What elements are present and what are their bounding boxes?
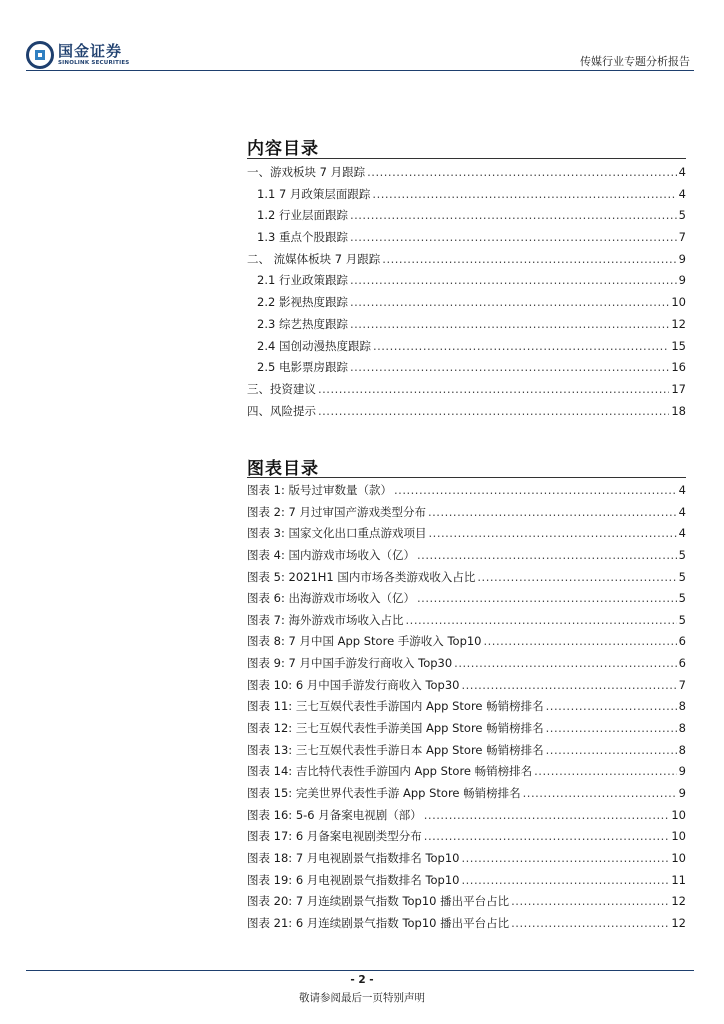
figure-item-page: 11 — [671, 872, 686, 887]
company-logo — [26, 40, 129, 70]
figure-item-page: 9 — [678, 764, 686, 779]
dot-leader — [350, 230, 677, 244]
dot-leader — [382, 252, 676, 266]
figure-item-label: 图表 11: 三七互娱代表性手游国内 App Store 畅销榜排名 — [247, 699, 544, 714]
dot-leader — [372, 187, 676, 201]
figure-item[interactable] — [247, 547, 686, 569]
dot-leader — [523, 786, 677, 800]
contents-item[interactable] — [247, 338, 686, 360]
contents-item-label: 1.1 7 月政策层面跟踪 — [257, 186, 371, 201]
contents-item-page: 18 — [671, 403, 686, 418]
contents-item-page: 4 — [678, 186, 686, 201]
contents-item[interactable] — [247, 207, 686, 229]
logo-chinese-name: 国金证券 — [58, 41, 123, 60]
figure-item[interactable] — [247, 569, 686, 591]
figure-item[interactable] — [247, 633, 686, 655]
figure-item-label: 图表 15: 完美世界代表性手游 App Store 畅销榜排名 — [247, 785, 521, 800]
contents-item[interactable] — [247, 186, 686, 208]
contents-item-label: 2.2 影视热度跟踪 — [257, 295, 348, 310]
contents-item-label: 一、游戏板块 7 月跟踪 — [247, 165, 366, 179]
contents-item-label: 2.1 行业政策跟踪 — [257, 273, 348, 288]
dot-leader — [350, 295, 669, 309]
page-header — [0, 0, 724, 80]
contents-item-label: 1.2 行业层面跟踪 — [257, 208, 348, 223]
contents-item-page: 17 — [671, 381, 686, 396]
figure-item-page: 10 — [671, 829, 686, 844]
dot-leader — [424, 808, 670, 822]
figure-item[interactable] — [247, 590, 686, 612]
dot-leader — [511, 916, 669, 930]
logo-english-name: SINOLINK SECURITIES — [58, 59, 130, 66]
contents-item-label: 二、 流媒体板块 7 月跟踪 — [247, 251, 381, 266]
figure-item[interactable] — [247, 763, 686, 785]
contents-item[interactable] — [247, 359, 686, 381]
dot-leader — [424, 829, 670, 843]
sinolink-logo-icon — [26, 41, 54, 69]
figure-item[interactable] — [247, 785, 686, 807]
dot-leader — [477, 570, 676, 584]
contents-item-page: 10 — [671, 295, 686, 310]
figure-item[interactable] — [247, 915, 686, 937]
figure-item-page: 12 — [671, 915, 686, 930]
contents-item[interactable] — [247, 403, 686, 425]
contents-item-label: 三、投资建议 — [247, 381, 316, 396]
contents-item-page: 15 — [671, 338, 686, 353]
figure-item[interactable] — [247, 525, 686, 547]
dot-leader — [350, 273, 677, 287]
figure-item-label: 图表 12: 三七互娱代表性手游美国 App Store 畅销榜排名 — [247, 721, 544, 736]
figure-item-label: 图表 19: 6 月电视剧景气指数排名 Top10 — [247, 872, 460, 887]
figure-item-page: 4 — [678, 526, 686, 541]
contents-item-label: 2.5 电影票房跟踪 — [257, 360, 348, 375]
figure-item[interactable] — [247, 698, 686, 720]
figure-item[interactable] — [247, 482, 686, 504]
page-number: - 2 - — [350, 974, 374, 986]
dot-leader — [546, 743, 677, 757]
dot-leader — [417, 591, 677, 605]
header-divider — [26, 70, 694, 71]
figure-item[interactable] — [247, 828, 686, 850]
dot-leader — [484, 634, 677, 648]
dot-leader — [350, 360, 669, 374]
contents-item-page: 12 — [671, 316, 686, 331]
figures-title-divider — [247, 477, 686, 478]
contents-item[interactable] — [247, 316, 686, 338]
figure-item-label: 图表 13: 三七互娱代表性手游日本 App Store 畅销榜排名 — [247, 742, 544, 757]
contents-item-page: 16 — [671, 360, 686, 375]
dot-leader — [394, 483, 677, 497]
figure-item-page: 4 — [678, 483, 686, 497]
figure-item-page: 10 — [671, 850, 686, 865]
figure-item-label: 图表 14: 吉比特代表性手游国内 App Store 畅销榜排名 — [247, 764, 533, 779]
figure-item[interactable] — [247, 872, 686, 894]
figure-item-page: 8 — [678, 721, 686, 736]
dot-leader — [534, 764, 677, 778]
footer-disclaimer: 敬请参阅最后一页特别声明 — [299, 992, 425, 1004]
dot-leader — [318, 404, 669, 418]
contents-item-label: 1.3 重点个股跟踪 — [257, 230, 348, 245]
figure-item[interactable] — [247, 504, 686, 526]
figures-list — [247, 482, 686, 936]
figure-item-page: 9 — [678, 785, 686, 800]
contents-item-page: 9 — [678, 251, 686, 266]
contents-item[interactable] — [247, 164, 686, 186]
contents-item-page: 4 — [678, 165, 686, 179]
contents-item-page: 7 — [678, 230, 686, 245]
contents-item[interactable] — [247, 229, 686, 251]
figure-item[interactable] — [247, 677, 686, 699]
figure-item-label: 图表 7: 海外游戏市场收入占比 — [247, 612, 404, 627]
figure-item-page: 6 — [678, 634, 686, 649]
figure-item-page: 5 — [678, 612, 686, 627]
figure-item-label: 图表 4: 国内游戏市场收入（亿） — [247, 547, 416, 562]
figure-item-page: 5 — [678, 591, 686, 606]
figure-item-label: 图表 6: 出海游戏市场收入（亿） — [247, 591, 416, 606]
figure-item-page: 10 — [671, 807, 686, 822]
contents-item[interactable] — [247, 251, 686, 273]
figure-item-page: 6 — [678, 656, 686, 671]
dot-leader — [367, 165, 677, 179]
footer-divider — [26, 970, 694, 971]
figure-item-page: 5 — [678, 569, 686, 584]
dot-leader — [428, 505, 677, 519]
figure-item[interactable] — [247, 893, 686, 915]
figure-item-page: 8 — [678, 742, 686, 757]
figure-item-label: 图表 21: 6 月连续剧景气指数 Top10 播出平台占比 — [247, 915, 510, 930]
dot-leader — [546, 699, 677, 713]
contents-item-page: 9 — [678, 273, 686, 288]
figure-item[interactable] — [247, 742, 686, 764]
figure-item-page: 5 — [678, 547, 686, 562]
figure-item-label: 图表 20: 7 月连续剧景气指数 Top10 播出平台占比 — [247, 894, 510, 909]
figure-item-label: 图表 3: 国家文化出口重点游戏项目 — [247, 526, 427, 541]
figure-item-page: 8 — [678, 699, 686, 714]
report-type-label: 传媒行业专题分析报告 — [580, 55, 690, 68]
figure-item-page: 4 — [678, 504, 686, 519]
dot-leader — [429, 526, 677, 540]
figures-title: 图表目录 — [247, 459, 319, 479]
figure-item-label: 图表 5: 2021H1 国内市场各类游戏收入占比 — [247, 569, 476, 584]
contents-item-label: 四、风险提示 — [247, 403, 316, 418]
dot-leader — [350, 208, 677, 222]
figure-item-page: 7 — [678, 677, 686, 692]
contents-item-label: 2.3 综艺热度跟踪 — [257, 316, 348, 331]
contents-title-divider — [247, 158, 686, 159]
figure-item-label: 图表 1: 版号过审数量（款） — [247, 483, 393, 497]
dot-leader — [462, 873, 670, 887]
figure-item[interactable] — [247, 655, 686, 677]
contents-item[interactable] — [247, 381, 686, 403]
figure-item-label: 图表 16: 5-6 月备案电视剧（部） — [247, 807, 422, 822]
figure-item-label: 图表 8: 7 月中国 App Store 手游收入 Top10 — [247, 634, 482, 649]
dot-leader — [373, 339, 669, 353]
dot-leader — [511, 894, 669, 908]
figure-item[interactable] — [247, 612, 686, 634]
figure-item-label: 图表 10: 6 月中国手游发行商收入 Top30 — [247, 677, 460, 692]
figure-item[interactable] — [247, 720, 686, 742]
figure-item-label: 图表 2: 7 月过审国产游戏类型分布 — [247, 504, 426, 519]
figure-item[interactable] — [247, 850, 686, 872]
figure-item[interactable] — [247, 807, 686, 829]
contents-title: 内容目录 — [247, 139, 319, 159]
dot-leader — [406, 613, 677, 627]
dot-leader — [318, 382, 669, 396]
contents-item-label: 2.4 国创动漫热度跟踪 — [257, 338, 371, 353]
contents-item[interactable] — [247, 294, 686, 316]
contents-item[interactable] — [247, 272, 686, 294]
dot-leader — [417, 548, 677, 562]
figure-item-page: 12 — [671, 894, 686, 909]
contents-item-page: 5 — [678, 208, 686, 223]
dot-leader — [462, 678, 677, 692]
figure-item-label: 图表 17: 6 月备案电视剧类型分布 — [247, 829, 422, 844]
dot-leader — [462, 851, 670, 865]
dot-leader — [546, 721, 677, 735]
dot-leader — [454, 656, 677, 670]
dot-leader — [350, 317, 669, 331]
figure-item-label: 图表 9: 7 月中国手游发行商收入 Top30 — [247, 656, 453, 671]
figure-item-label: 图表 18: 7 月电视剧景气指数排名 Top10 — [247, 850, 460, 865]
contents-list — [247, 164, 686, 424]
